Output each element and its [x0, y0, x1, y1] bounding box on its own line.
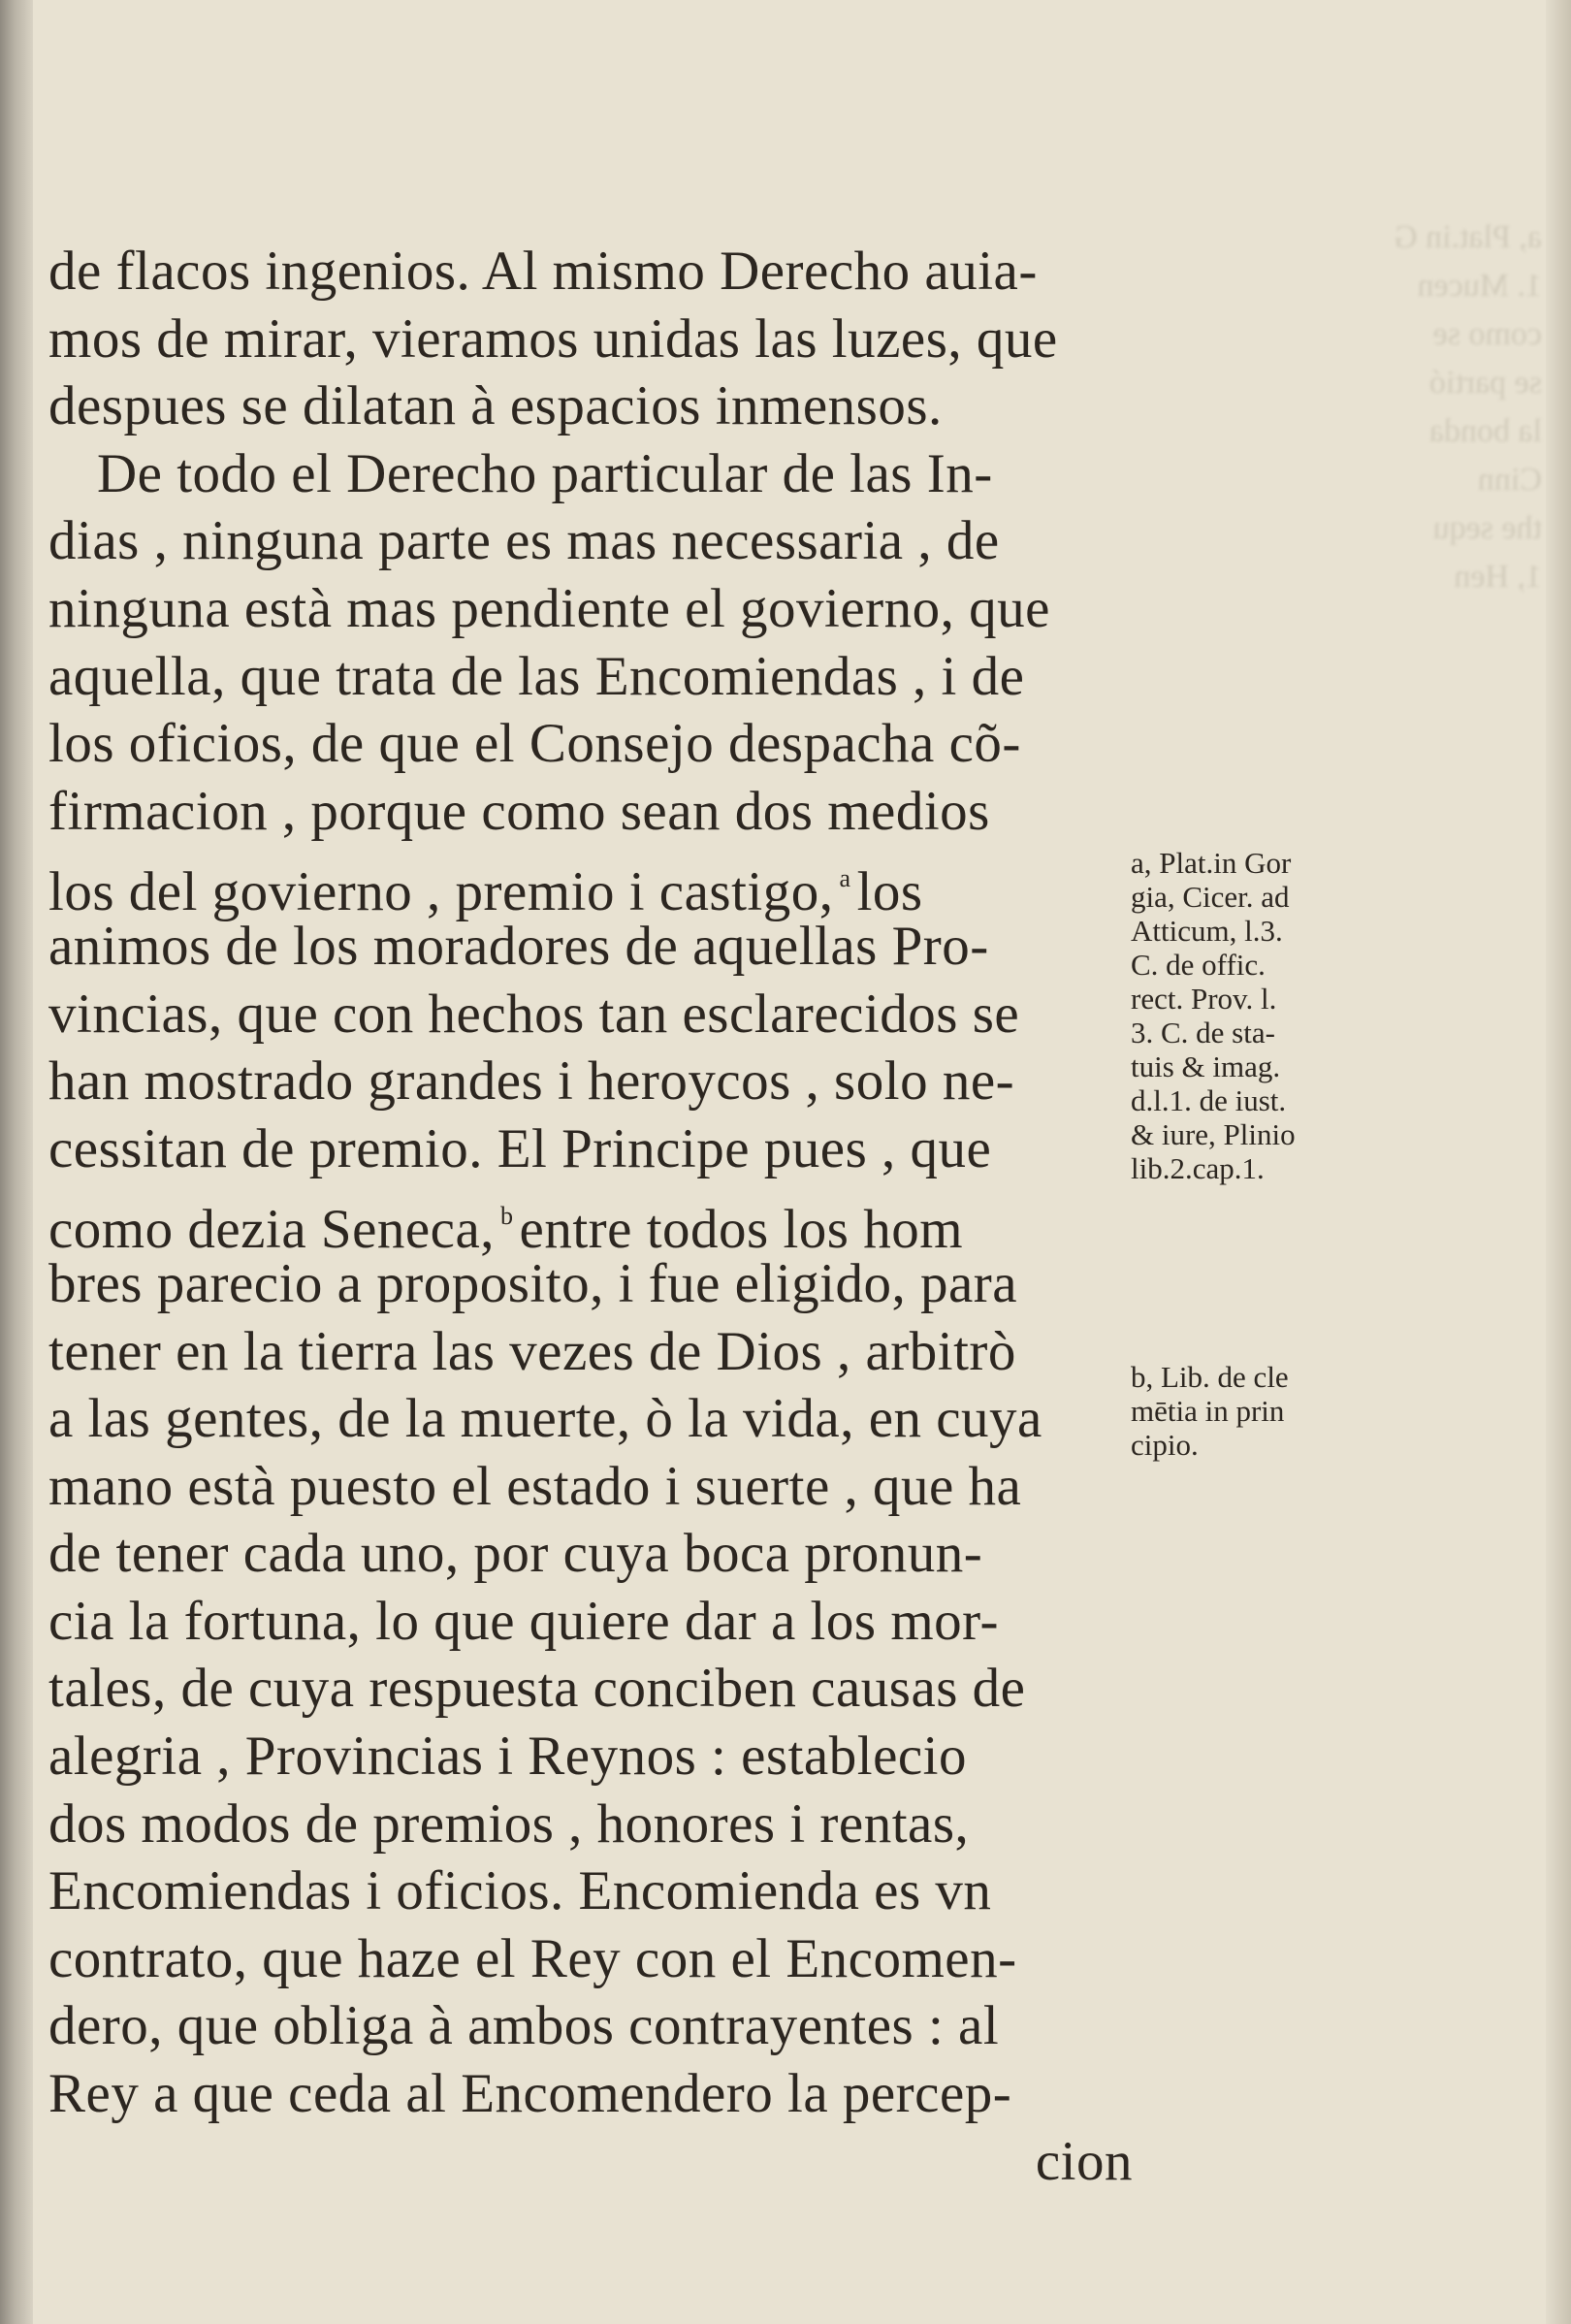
- margin-note-line: tuis & imag.: [1131, 1049, 1281, 1083]
- text-line: dos modos de premios , honores i rentas,: [48, 1792, 970, 1855]
- catchword: cion: [1035, 2130, 1133, 2192]
- bleed-through-text: a, Plat.in G 1. Mucen como se se partió la bonda Cinn the sequ 1, Hen: [1394, 219, 1542, 595]
- margin-note-line: a, Plat.in Gor: [1131, 846, 1292, 880]
- margin-note-line: b, Lib. de cle: [1131, 1360, 1289, 1394]
- text-line: cessitan de premio. El Principe pues , que: [48, 1117, 992, 1179]
- margin-note-line: lib.2.cap.1.: [1131, 1151, 1265, 1185]
- page-binding-edge: [0, 0, 33, 2324]
- margin-note-a: [1131, 846, 1393, 1185]
- text-line: de flacos ingenios. Al mismo Derecho auia-: [48, 241, 1038, 302]
- text-line: aquella, que trata de las Encomiendas , i de: [48, 645, 1025, 707]
- text-line: los del govierno , premio i castigo, $^a$ los: [48, 861, 923, 923]
- margin-note-line: gia, Cicer. ad: [1131, 880, 1290, 914]
- text-line: tener en la tierra las vezes de Dios , arbitrò: [48, 1320, 1016, 1382]
- text-line: tales, de cuya respuesta conciben causas de: [48, 1658, 1026, 1720]
- text-line: contrato, que haze el Rey con el Encomen-: [48, 1927, 1017, 1989]
- text-line: dero, que obliga à ambos contrayentes : al: [48, 1995, 1000, 2057]
- margin-note-line: rect. Prov. l.: [1131, 982, 1277, 1016]
- text-line: Rey a que ceda al Encomendero la percep-: [48, 2063, 1012, 2125]
- text-line: como dezia Seneca, $^b$ entre todos los hom: [48, 1199, 964, 1261]
- margin-note-line: cipio.: [1131, 1428, 1199, 1462]
- text-line: De todo el Derecho particular de las In-: [97, 442, 993, 504]
- text-line: animos de los moradores de aquellas Pro-: [48, 915, 989, 977]
- text-line: a las gentes, de la muerte, ò la vida, en cuya: [48, 1388, 1042, 1450]
- margin-note-b: [1131, 1360, 1393, 1462]
- text-line: ninguna està mas pendiente el govierno, que: [48, 577, 1050, 639]
- text-line: de tener cada uno, por cuya boca pronun-: [48, 1523, 983, 1585]
- text-line: los oficios, de que el Consejo despacha cõ-: [48, 713, 1021, 775]
- margin-note-line: C. de offic.: [1131, 948, 1266, 982]
- text-line: Encomiendas i oficios. Encomienda es vn: [48, 1860, 992, 1922]
- text-line: dias , ninguna parte es mas necessaria , de: [48, 510, 1000, 572]
- footnote-marker-b: b: [500, 1202, 514, 1231]
- text-line: han mostrado grandes i heroycos , solo ne-: [48, 1050, 1015, 1113]
- main-text-block: [48, 238, 1133, 2195]
- text-line: firmacion , porque como sean dos medios: [48, 780, 990, 842]
- text-line: mos de mirar, vieramos unidas las luzes, que: [48, 307, 1058, 370]
- margin-note-line: Atticum, l.3.: [1131, 914, 1283, 948]
- margin-note-line: 3. C. de sta-: [1131, 1016, 1275, 1049]
- text-line: despues se dilatan à espacios inmensos.: [48, 375, 943, 437]
- footnote-marker-a: a: [839, 864, 851, 893]
- text-line: alegria , Provincias i Reynos : establecio: [48, 1726, 967, 1788]
- margin-note-line: mētia in prin: [1131, 1394, 1285, 1428]
- text-line: cia la fortuna, lo que quiere dar a los mor-: [48, 1590, 999, 1652]
- page-outer-edge: [1546, 0, 1571, 2324]
- margin-note-line: d.l.1. de iust.: [1131, 1083, 1287, 1117]
- margin-note-line: & iure, Plinio: [1131, 1117, 1296, 1151]
- text-line: vincias, que con hechos tan esclarecidos se: [48, 983, 1020, 1045]
- text-line: mano està puesto el estado i suerte , que ha: [48, 1455, 1022, 1517]
- text-line: bres parecio a proposito, i fue eligido, para: [48, 1252, 1018, 1314]
